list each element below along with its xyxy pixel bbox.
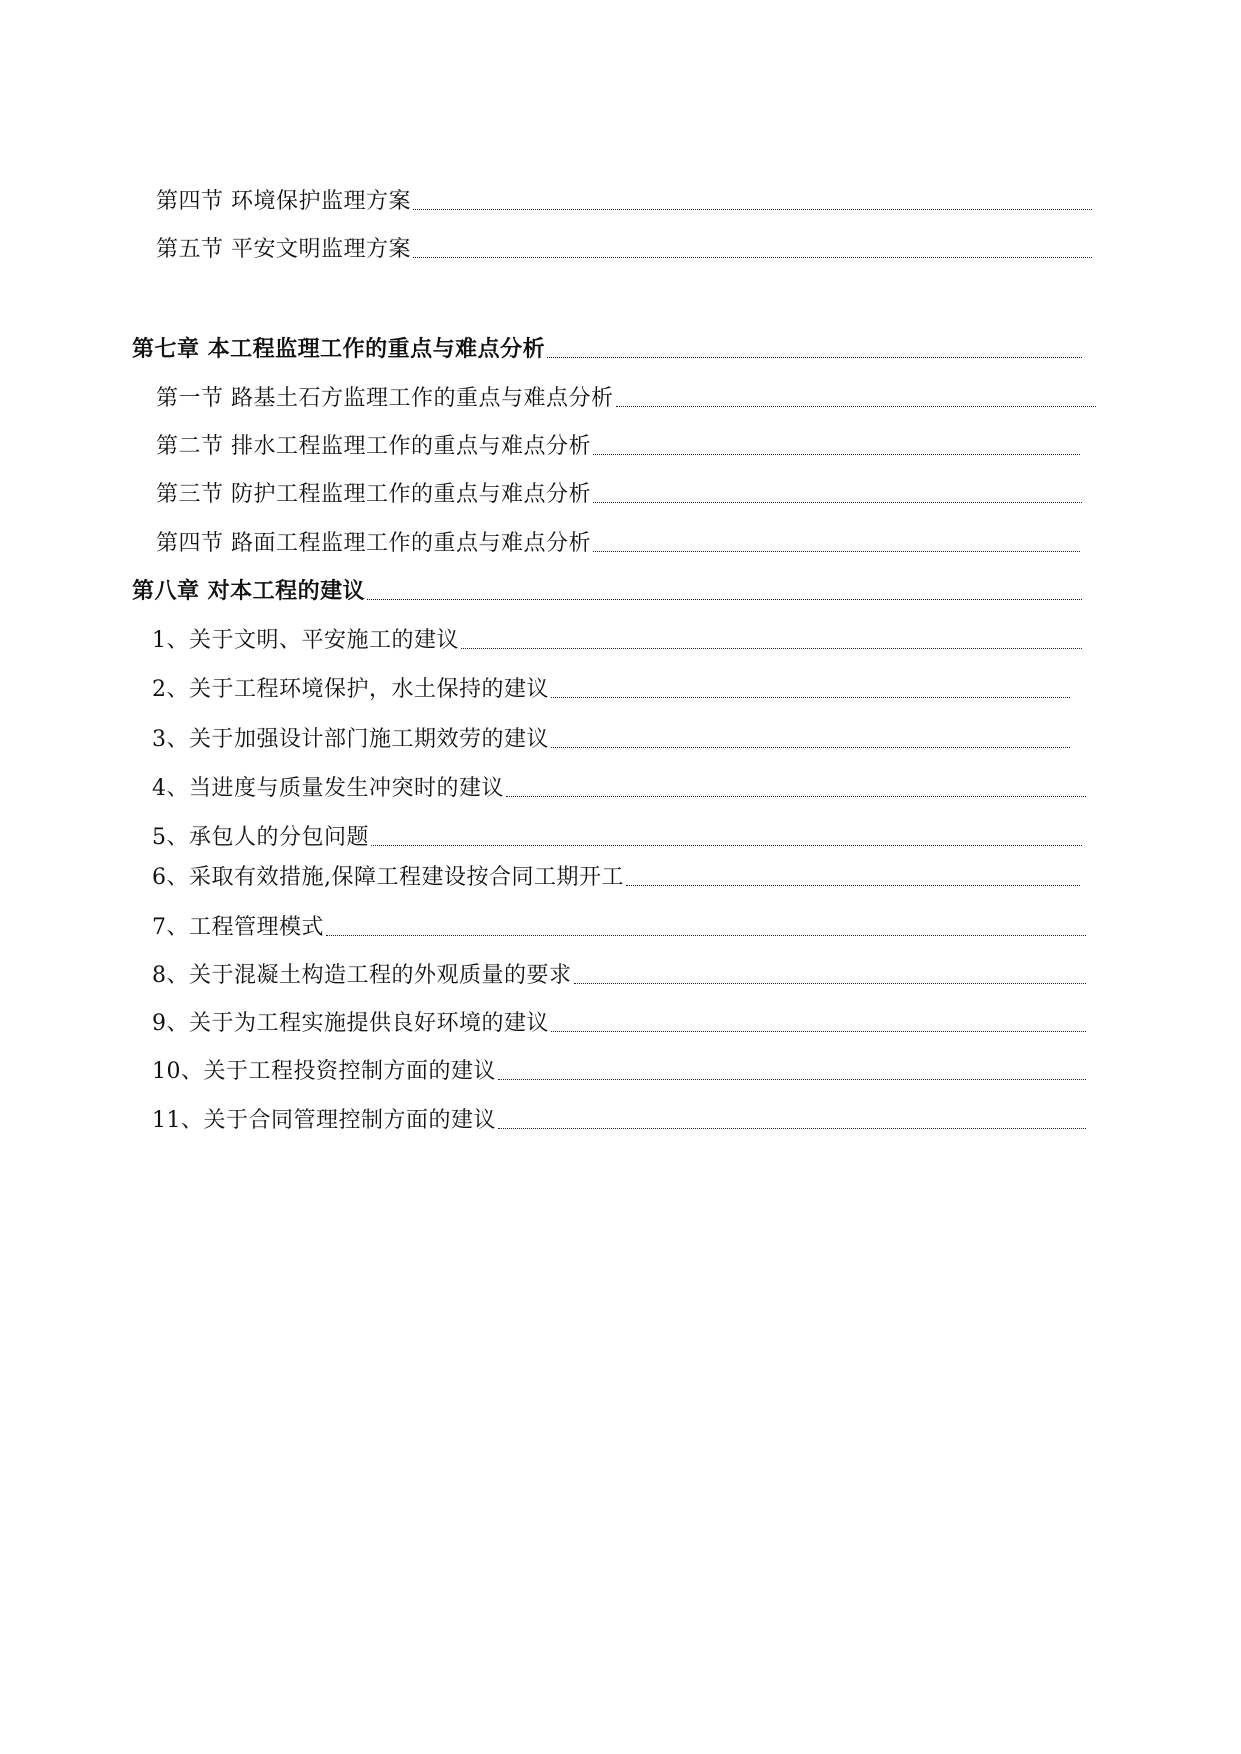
toc-entry-text: 9、关于为工程实施提供良好环境的建议 [152,1011,549,1036]
dot-leader [498,1128,1086,1129]
toc-entry-text: 1、关于文明、平安施工的建议 [152,628,459,653]
toc-entry-text: 7、工程管理模式 [152,915,324,940]
toc-entry-chapter [132,578,1082,606]
dot-leader [551,747,1070,748]
toc-entry-text: 第一节 路基土石方监理工作的重点与难点分析 [156,386,614,411]
toc-entry-section [156,188,1092,216]
toc-entry-text: 第四节 路面工程监理工作的重点与难点分析 [156,531,591,556]
toc-entry-text: 11、关于合同管理控制方面的建议 [152,1108,496,1133]
dot-leader [551,1031,1086,1032]
dot-leader [593,551,1080,552]
toc-entry-section [156,385,1096,413]
dot-leader [593,454,1080,455]
toc-entry-item [152,1058,1086,1086]
toc-entry-section [156,481,1082,509]
toc-entry-item [152,775,1086,803]
toc-entry-item [152,1107,1086,1135]
toc-entry-text: 4、当进度与质量发生冲突时的建议 [152,776,504,801]
toc-entry-item [152,627,1082,655]
toc-entry-text: 5、承包人的分包问题 [152,825,369,850]
dot-leader [461,648,1082,649]
toc-entry-item [152,726,1070,754]
dot-leader [413,209,1092,210]
toc-entry-chapter [132,336,1082,364]
toc-entry-item [152,824,1082,852]
toc-entry-text: 2、关于工程环境保护，水土保持的建议 [152,677,549,702]
dot-leader [547,357,1082,358]
toc-chapter-text: 第八章 对本工程的建议 [132,579,366,604]
dot-leader [574,983,1087,984]
toc-entry-text: 10、关于工程投资控制方面的建议 [152,1059,496,1084]
toc-entry-item [152,676,1070,704]
toc-entry-text: 3、关于加强设计部门施工期效劳的建议 [152,727,549,752]
dot-leader [498,1079,1086,1080]
dot-leader [506,796,1086,797]
toc-entry-text: 第三节 防护工程监理工作的重点与难点分析 [156,482,591,507]
toc-entry-text: 6、采取有效措施,保障工程建设按合同工期开工 [152,865,624,890]
toc-entry-item [152,864,1080,892]
toc-entry-section [156,433,1080,461]
toc-entry-section [156,530,1080,558]
dot-leader [367,599,1082,600]
toc-entry-section [156,236,1092,264]
dot-leader [551,697,1070,698]
toc-entry-item [152,962,1086,990]
toc-entry-text: 第四节 环境保护监理方案 [156,189,411,214]
toc-chapter-text: 第七章 本工程监理工作的重点与难点分析 [132,337,546,362]
toc-entry-item [152,914,1086,942]
dot-leader [616,406,1097,407]
toc-entry-text: 第二节 排水工程监理工作的重点与难点分析 [156,434,591,459]
toc-entry-text: 第五节 平安文明监理方案 [156,237,411,262]
toc-entry-item [152,1010,1086,1038]
toc-entry-text: 8、关于混凝土构造工程的外观质量的要求 [152,963,572,988]
dot-leader [413,257,1092,258]
dot-leader [326,935,1086,936]
dot-leader [593,502,1082,503]
dot-leader [371,845,1082,846]
dot-leader [626,885,1080,886]
